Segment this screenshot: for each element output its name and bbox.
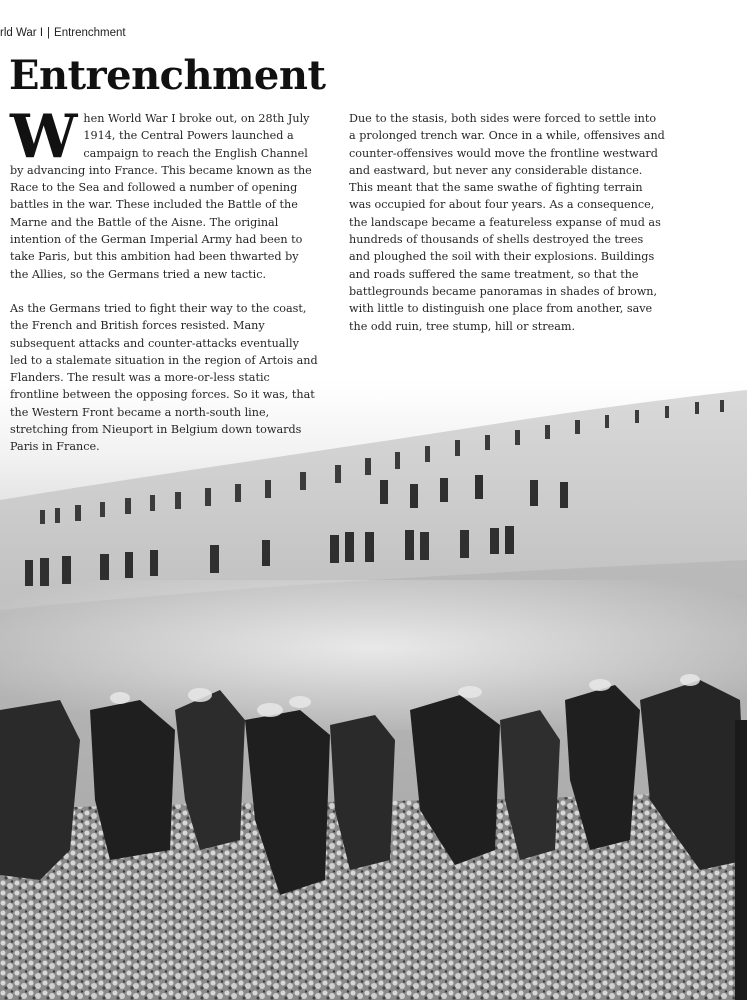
- paragraph-3: Due to the stasis, both sides were forced to settle into a prolonged trench war. Once in a while, offensives and counter-offensives would move the frontline westward and eastward, but never any considerable distance. This meant that the same swathe of fighting terrain was occupied for about four years. As a consequence, the landscape became a featureless expanse of mud as hundreds of thousands of shells destroyed the trees and ploughed the soil with their explosions. Buildings and roads suffered the same treatment, so that the battlegrounds became panoramas in shades of brown, with little to distinguish one place from another, save the odd ruin, tree stump, hill or stream.: [349, 112, 665, 333]
- section-name: rld War I: [0, 27, 44, 39]
- right-column: [349, 110, 666, 335]
- drop-cap: W: [10, 102, 78, 172]
- paragraph-1-text: hen World War I broke out, on 28th July 1914, the Central Powers launched a campaign to reach the English Channel by advancing into France. This became known as the Race to the Sea and followed a number of opening battles in the war. These included the Battle of the Marne and the Battle of the Aisne. The original intention of the German Imperial Army had been to take Paris, but this ambition had been thwarted by the Allies, so the Germans tried a new tactic.: [10, 112, 312, 281]
- topic-name: Entrenchment: [54, 27, 126, 39]
- running-head: [0, 27, 126, 39]
- soldiers-marching-photo: [0, 380, 747, 1000]
- paragraph-1: [10, 102, 318, 283]
- paragraph-2: As the Germans tried to fight their way to the coast, the French and British forces resisted. Many subsequent attacks and counter-attacks eventually led to a stalemate situation in the region of Artois and Flanders. The result was a more-or-less static frontline between the opposing forces. So it was, that the Western Front became a north-south line, stretching from Nieuport in Belgium down towards Paris in France.: [10, 301, 318, 454]
- left-column: [10, 102, 318, 456]
- header-separator: |: [47, 27, 51, 39]
- page-title: Entrenchment: [9, 52, 326, 99]
